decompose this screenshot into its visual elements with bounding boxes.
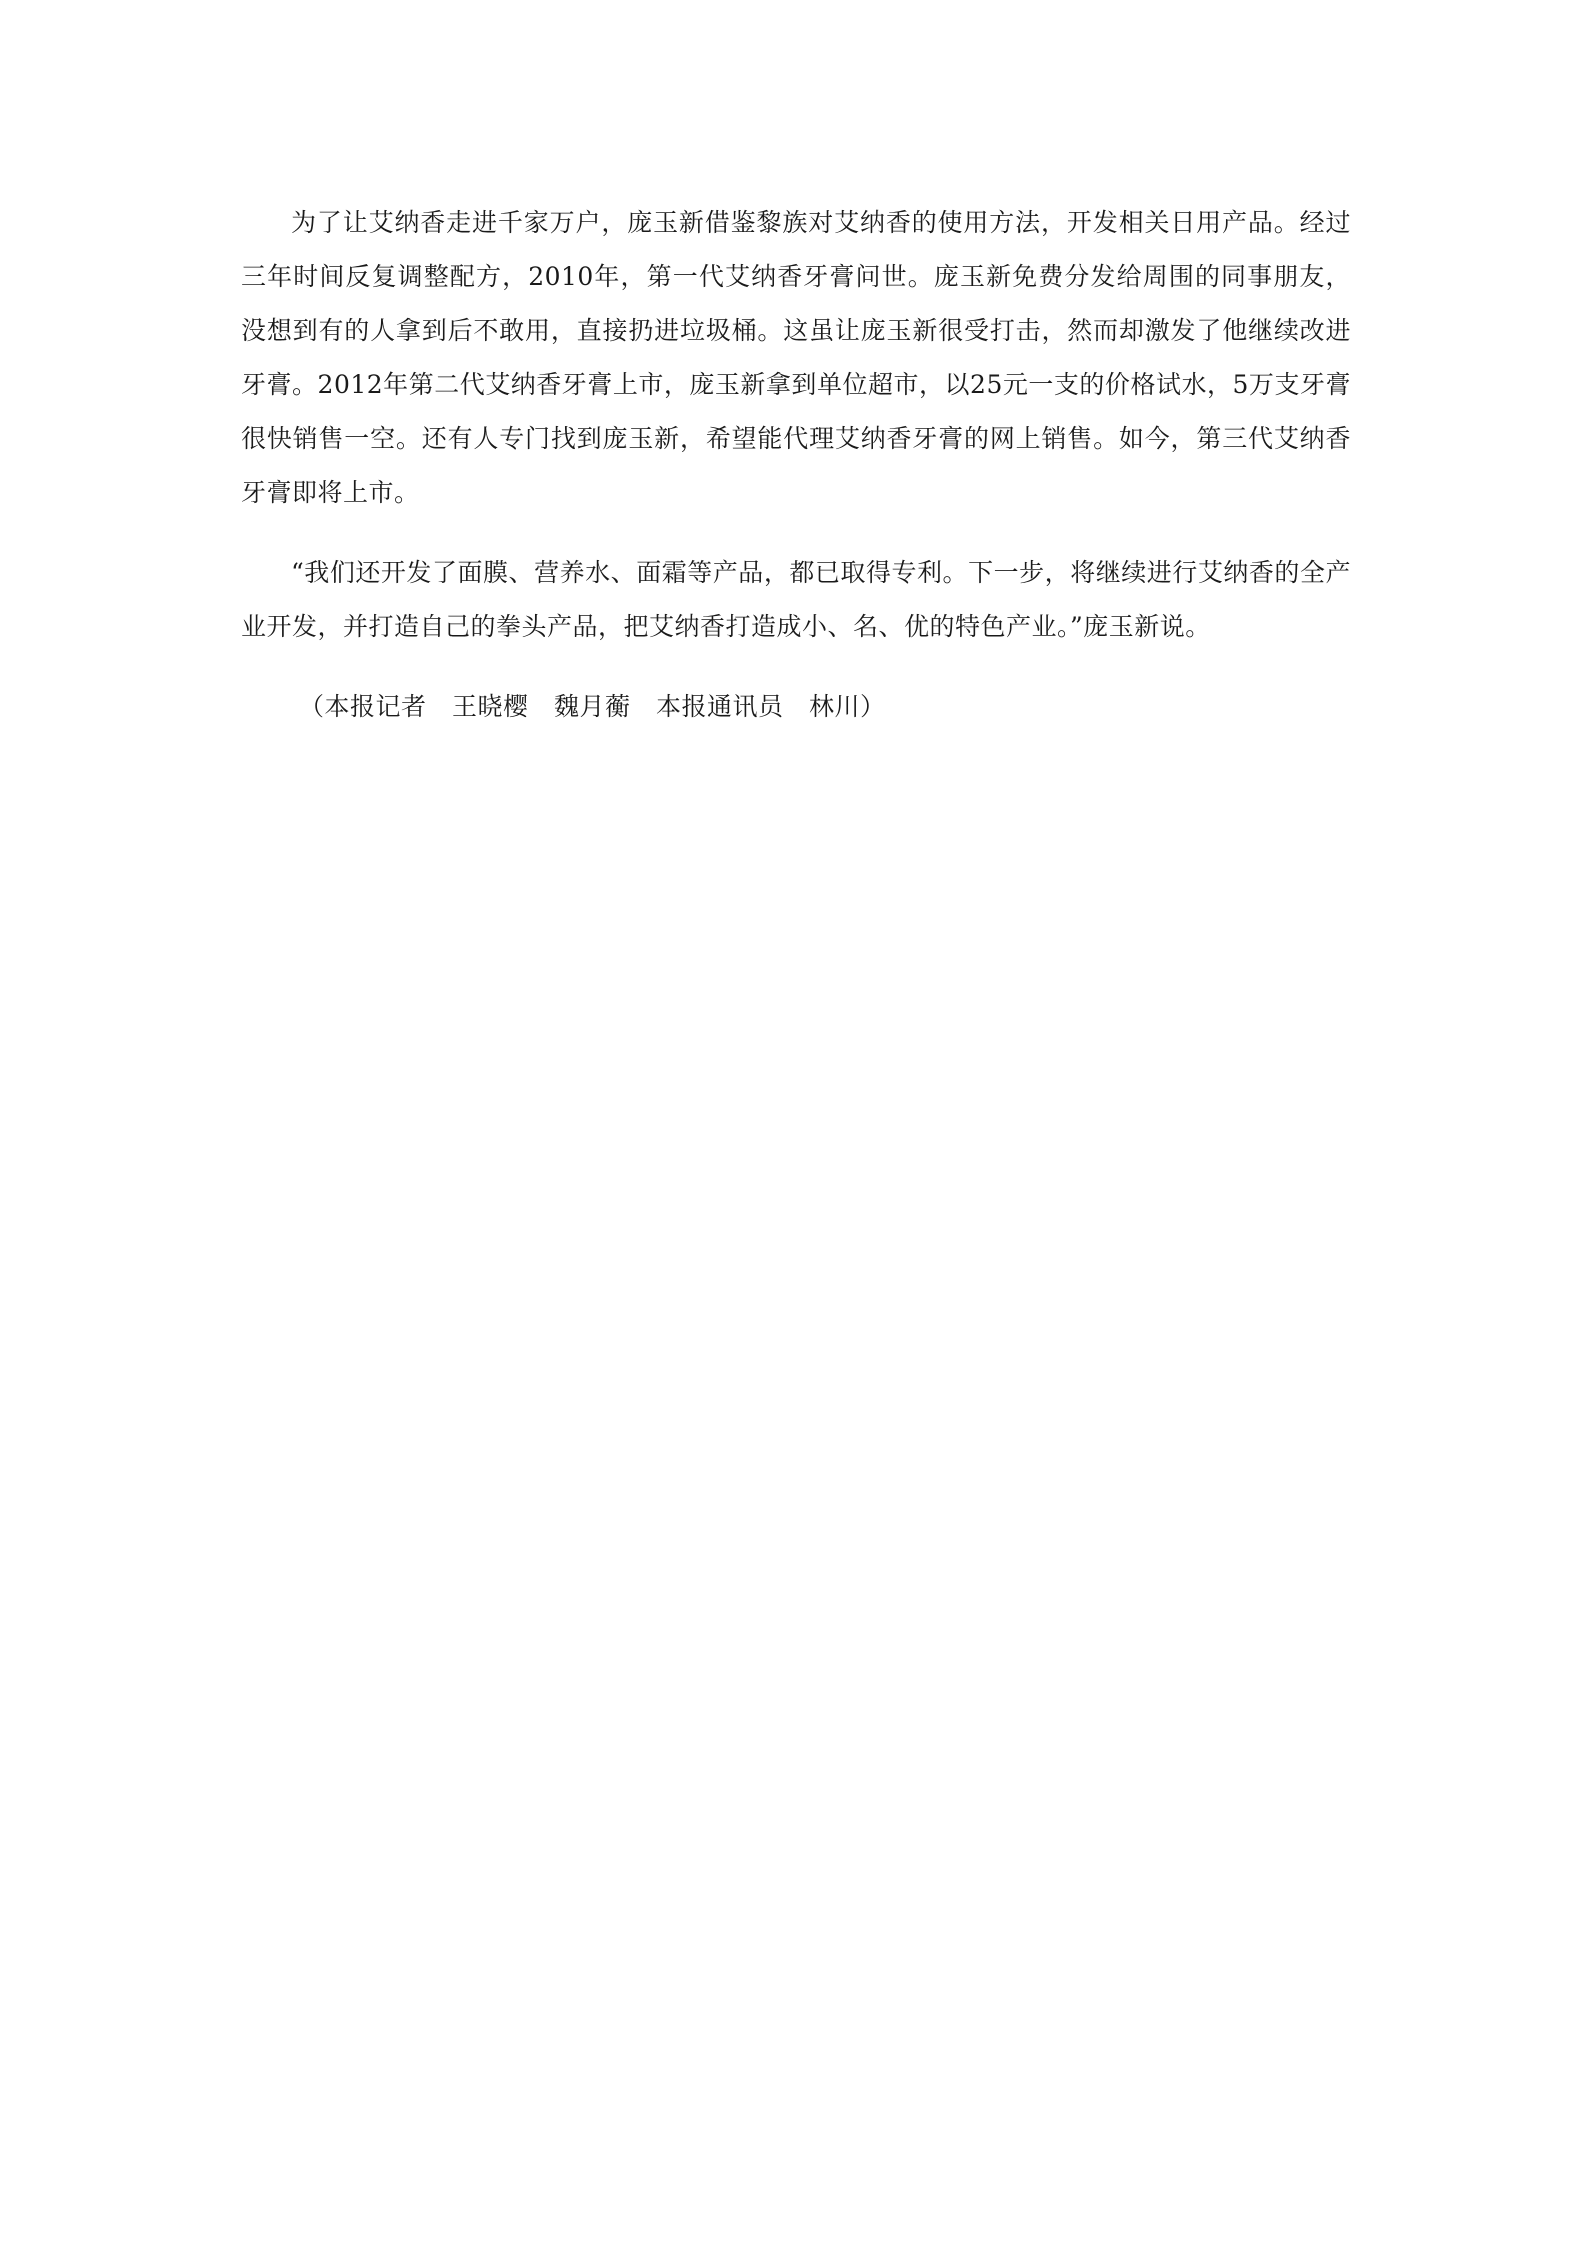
byline: （本报记者 王晓樱 魏月蘅 本报通讯员 林川） <box>299 692 886 721</box>
paragraph-product-development: 为了让艾纳香走进千家万户，庞玉新借鉴黎族对艾纳香的使用方法，开发相关日用产品。经过三年时间反复调整配方，2010年，第一代艾纳香牙膏问世。庞玉新免费分发给周围的同事朋友，没想到有的人拿到后不敢用，直接扔进垃圾桶。这虽让庞玉新很受打击，然而却激发了他继续改进牙膏。2012年第二代艾纳香牙膏上市，庞玉新拿到单位超市，以25元一支的价格试水，5万支牙膏很快销售一空。还有人专门找到庞玉新，希望能代理艾纳香牙膏的网上销售。如今，第三代艾纳香牙膏即将上市。 <box>241 208 1351 507</box>
article-body <box>241 196 1351 734</box>
paragraph-quote: “我们还开发了面膜、营养水、面霜等产品，都已取得专利。下一步，将继续进行艾纳香的全产业开发，并打造自己的拳头产品，把艾纳香打造成小、名、优的特色产业。”庞玉新说。 <box>241 558 1351 641</box>
